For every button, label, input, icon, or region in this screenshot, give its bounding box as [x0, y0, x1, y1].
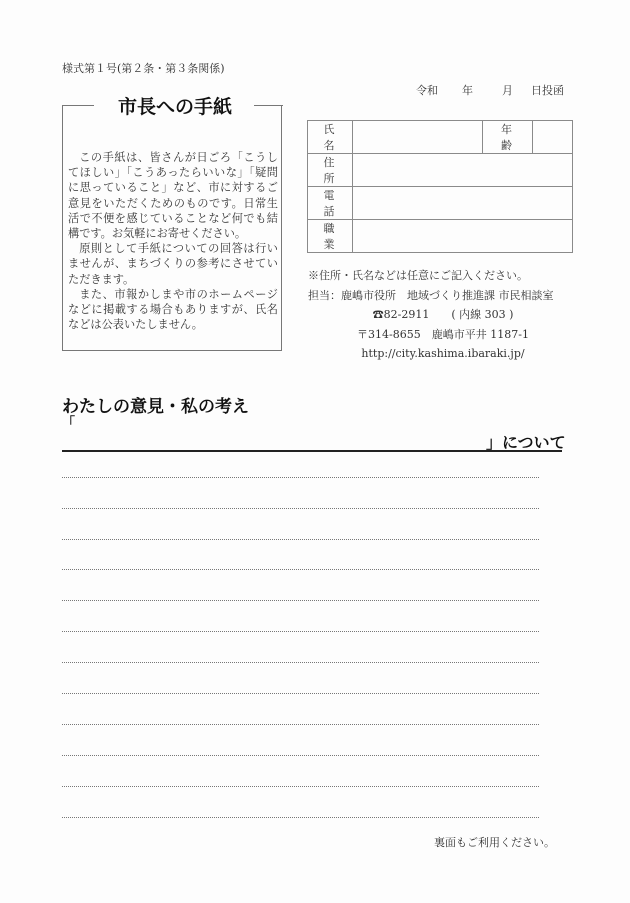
open-bracket: 「 [62, 416, 76, 431]
intro-paragraph: 原則として手紙についての回答は行いませんが、まちづくりの参考にさせていただきます。 [68, 242, 278, 286]
date-day-label: 日投函 [531, 84, 564, 97]
occupation-row [308, 220, 573, 253]
contact-department: 担当：鹿嶋市役所 地域づくり推進課 市民相談室 [308, 288, 554, 302]
ruled-line [62, 662, 539, 663]
website-link[interactable]: http://city.kashima.ibaraki.jp/ [361, 347, 525, 360]
address-label: 住所 [308, 154, 353, 187]
phone-field[interactable] [353, 187, 573, 220]
ruled-line [62, 755, 539, 756]
occupation-label: 職業 [308, 220, 353, 253]
contact-phone: ☎82-2911 ( 内線 303 ) [372, 308, 514, 321]
ruled-line [62, 477, 539, 478]
intro-paragraph: また、市報かしまや市のホームページなどに掲載する場合もありますが、氏名などは公表いたしません。 [68, 287, 278, 332]
subject-field[interactable] [80, 428, 480, 448]
submission-date [416, 82, 564, 98]
name-label: 氏名 [308, 121, 353, 154]
phone-label: 電話 [308, 187, 353, 220]
ruled-line [62, 569, 539, 570]
address-row [308, 154, 573, 187]
ruled-line [62, 693, 539, 694]
ruled-line [62, 631, 539, 632]
personal-info-table [307, 120, 573, 253]
contact-notes [308, 266, 578, 364]
ruled-line [62, 724, 539, 725]
opinion-heading: わたしの意見・私の考え [62, 397, 249, 417]
ruled-line [62, 600, 539, 601]
phone-row [308, 187, 573, 220]
address-field[interactable] [353, 154, 573, 187]
ruled-line [62, 786, 539, 787]
name-row [308, 121, 573, 154]
name-field[interactable] [353, 121, 483, 154]
letter-title: 市長への手紙 [117, 96, 232, 118]
ruled-line [62, 817, 539, 818]
date-month-label: 月 [502, 84, 513, 97]
occupation-field[interactable] [353, 220, 573, 253]
form-number: 様式第１号(第２条・第３条関係) [62, 62, 225, 75]
ruled-line [62, 539, 539, 540]
ruled-line [62, 508, 539, 509]
intro-paragraph: この手紙は、皆さんが日ごろ「こうしてほしい」「こうあったらいいな」「疑問に思っていること」など、市に対するご意見をいただくためのものです。日常生活で不便を感じていることなど何でも結構です。お気軽にお寄せください。 [68, 151, 278, 241]
date-year-label: 年 [462, 84, 473, 97]
date-era: 令和 [416, 84, 438, 97]
back-side-note: 裏面もご利用ください。 [434, 836, 555, 849]
about-label: 」について [486, 433, 566, 452]
contact-address: 〒314-8655 鹿嶋市平井 1187-1 [357, 327, 529, 341]
age-label: 年齢 [483, 121, 533, 154]
optional-note: ※住所・氏名などは任意にご記入ください。 [308, 269, 528, 282]
opinion-body-field[interactable] [62, 462, 539, 822]
age-field[interactable] [533, 121, 573, 154]
intro-text [68, 150, 278, 332]
